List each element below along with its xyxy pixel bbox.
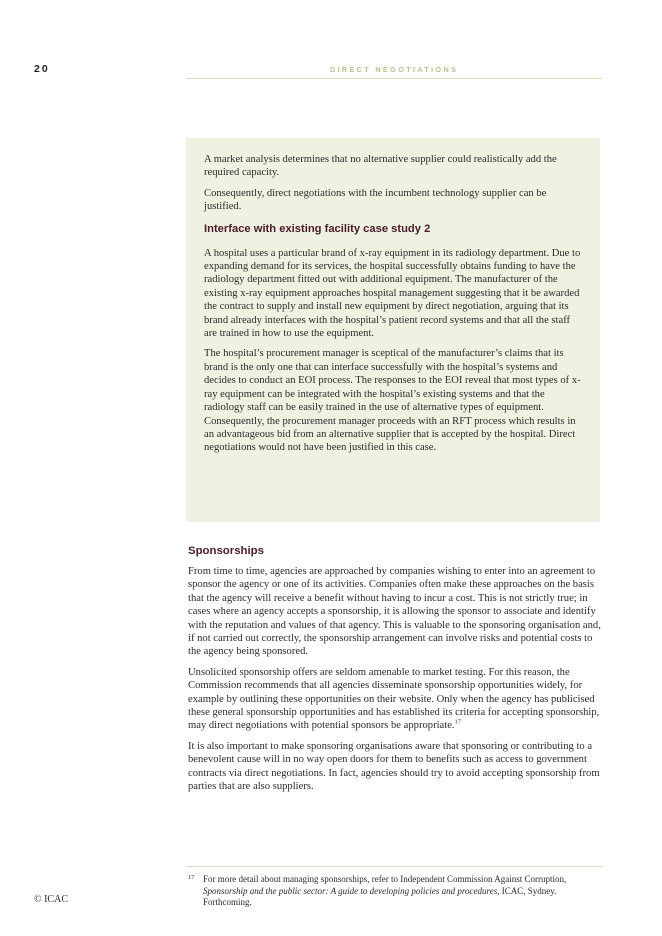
- footnote-title: Sponsorship and the public sector: A guide to developing policies and procedures: [203, 885, 498, 896]
- case-paragraph-2: Consequently, direct negotiations with the incumbent technology supplier can be justified.: [204, 187, 547, 213]
- sponsorships-paragraph-1: From time to time, agencies are approached by companies wishing to enter into an agreement to sponsor the agency or one of its activities. Companies often make these approaches on the basis that the agency will receive a benefit without having to incur a cost. This is not strictly true; in cases where an agency accepts a sponsorship, it is allowing the sponsor to associate and identify with the reputation and values of that agency. This is valuable to the sponsoring organisation and, if not carried out correctly, the sponsorship arrangement can involve risks and potential costs to the agency being sponsored.: [188, 566, 601, 658]
- footnote: [188, 874, 598, 909]
- running-head: DIRECT NEGOTIATIONS: [329, 65, 459, 74]
- sponsorships-paragraph-2-text: Unsolicited sponsorship offers are seldom amenable to market testing. For this reason, the Commission recommends that all agencies disseminate sponsorship opportunities widely, for example by outlining these opportunities on their website. Only when the agency has publicised these general sponsorship opportunities and has established its criteria for accepting sponsorship, may direct negotiations with potential sponsors be appropriate.: [188, 666, 600, 732]
- footnote-reference[interactable]: 17: [454, 718, 462, 726]
- case-study-box: [186, 138, 600, 522]
- case-paragraph-4: The hospital’s procurement manager is sceptical of the manufacturer’s claims that its brand is the only one that can interface successfully with the hospital’s systems and decides to conduct an EOI process. The responses to the EOI reveal that most types of x-ray equipment can be integrated with the hospital’s existing systems and that the radiology staff can be easily trained in the use of alternative types of equipment. Consequently, the procurement manager proceeds with an RFT process which results in an advantageous bid from an alternative supplier that is accepted by the hospital. Direct negotiations would not have been justified in this case.: [204, 348, 581, 454]
- sponsorships-section: [188, 545, 602, 801]
- footnote-text: [203, 874, 598, 909]
- case-study-heading: Interface with existing facility case study 2: [204, 222, 431, 235]
- page-number: 20: [34, 63, 50, 75]
- footnote-text-before: For more detail about managing sponsorships, refer to Independent Commission Against Corruption,: [203, 874, 567, 884]
- section-heading-sponsorships: Sponsorships: [188, 545, 264, 557]
- case-paragraph-1: A market analysis determines that no alternative supplier could realistically add the required capacity.: [204, 154, 557, 179]
- sponsorships-paragraph-3: It is also important to make sponsoring organisations aware that sponsoring or contributing to a benevolent cause will in no way open doors for them to benefits such as access to government contracts via direct negotiations. In fact, agencies should try to avoid accepting sponsorship from parties that are also suppliers.: [188, 740, 600, 793]
- footnote-text-after: , ICAC, Sydney. Forthcoming.: [203, 885, 557, 907]
- footnote-rule: [186, 866, 602, 867]
- sponsorships-paragraph-2: [188, 666, 602, 733]
- header-rule: [186, 78, 602, 79]
- footnote-mark: 17: [188, 874, 195, 881]
- case-paragraph-3: A hospital uses a particular brand of x-ray equipment in its radiology department. Due to expanding demand for its services, the hospital successfully obtains funding to have the radiology department fitted out with additional equipment. The manufacturer of the existing x-ray equipment approaches hospital management suggesting that it be awarded the contract to supply and install new equipment by direct negotiation, arguing that its brand already interfaces with the hospital’s patient record systems and that all the staff are trained in how to use the equipment.: [204, 247, 581, 340]
- copyright: © ICAC: [34, 894, 68, 905]
